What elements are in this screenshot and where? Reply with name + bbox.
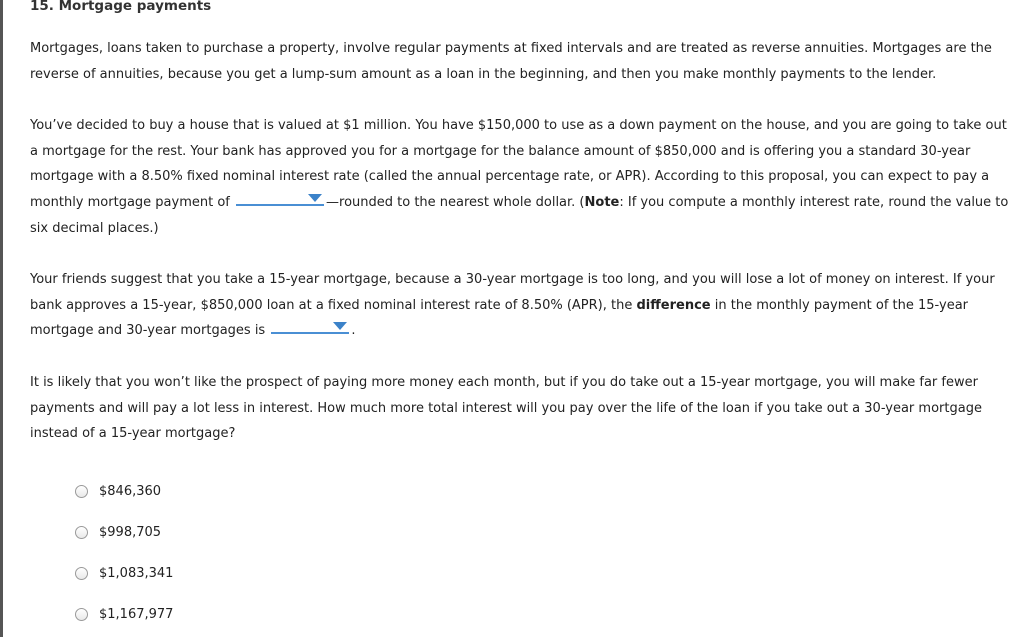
chevron-down-icon[interactable] (308, 194, 322, 202)
answer-options (75, 471, 1015, 635)
friends-text: Your friends suggest that you take a 15-year mortgage, because a 30-year mortgage is too long, and you will lose a lot of money on interest. If your bank approves a 15-year, $850,000 loan at a fixed nominal interest rate of 8.50% (APR), the (30, 272, 995, 313)
note-text: : If you compute a monthly interest rate, round the value to six decimal places.) (30, 194, 1009, 236)
scenario-paragraph (30, 113, 1015, 241)
answer-option-label: $998,705 (99, 524, 162, 540)
answer-option[interactable] (75, 512, 1015, 553)
friends-end-punctuation: . (351, 323, 356, 339)
answer-option-label: $1,083,341 (99, 565, 174, 581)
question-body (30, 36, 1015, 635)
left-border (0, 0, 3, 637)
answer-option-label: $1,167,977 (99, 606, 174, 622)
difference-word: difference (636, 297, 711, 313)
radio-button[interactable] (75, 567, 88, 580)
scenario-text: You’ve decided to buy a house that is valued at $1 million. You have $150,000 to use as a down payment on the house, and you are going to take out a mortgage for the rest. Your bank has approved you for a mortgage for the balance amount of $850,000 and is offering you a standard 30-year mortgage with a 8.50% fixed nominal interest rate (called the annual percentage rate, or APR). According to this proposal, you can expect to pay a monthly mortgage payment of (30, 118, 1007, 210)
friends-paragraph (30, 267, 1015, 344)
interest-question-paragraph: It is likely that you won’t like the prospect of paying more money each month, but if you do take out a 15-year mortgage, you will make far fewer payments and will pay a lot less in interest. How much more total interest will you pay over the life of the loan if you take out a 30-year mortgage instead of a 15-year mortgage? (30, 374, 982, 442)
payment-difference-dropdown[interactable] (271, 318, 349, 334)
answer-option[interactable] (75, 553, 1015, 594)
answer-option[interactable] (75, 471, 1015, 512)
answer-option-label: $846,360 (99, 483, 162, 499)
note-label: Note (584, 194, 620, 210)
chevron-down-icon[interactable] (333, 322, 347, 330)
friends-text-continued: in the monthly payment of the 15-year mortgage and 30-year mortgages is (30, 297, 969, 339)
scenario-rounding-text: —rounded to the nearest whole dollar. ( (326, 194, 585, 210)
radio-button[interactable] (75, 526, 88, 539)
answer-option[interactable] (75, 594, 1015, 635)
radio-button[interactable] (75, 485, 88, 498)
question-title: 15. Mortgage payments (30, 0, 212, 14)
intro-paragraph: Mortgages, loans taken to purchase a property, involve regular payments at fixed intervals and are treated as reverse annuities. Mortgages are the reverse of annuities, because you get a lump-sum amount as a loan in the beginning, and then you make monthly payments to the lender. (30, 41, 992, 82)
monthly-payment-dropdown[interactable] (236, 190, 324, 206)
radio-button[interactable] (75, 608, 88, 621)
